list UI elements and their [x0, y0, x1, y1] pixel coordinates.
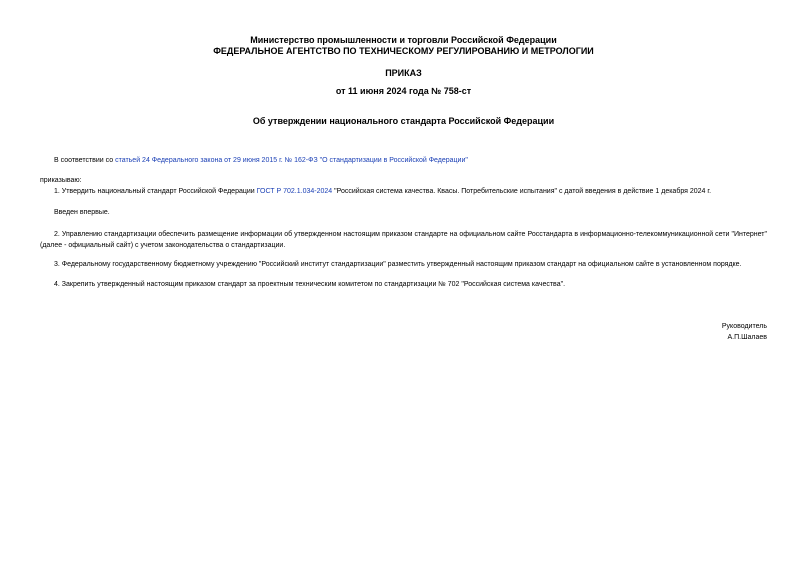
item-1-prefix: 1. Утвердить национальный стандарт Российской Федерации	[54, 188, 257, 195]
signature-title: Руководитель	[721, 323, 767, 330]
item-4: 4. Закрепить утвержденный настоящим приказом стандарт за проектным техническим комитетом по стандартизации № 702 "Российская система качества".	[54, 281, 566, 288]
introduced-note: Введен впервые.	[54, 209, 110, 216]
law-link[interactable]: статьей 24 Федерального закона от 29 июня 2015 г. № 162-ФЗ "О стандартизации в Российской Федерации"	[115, 157, 468, 164]
item-2: 2. Управлению стандартизации обеспечить размещение информации об утвержденном настоящим приказом стандарте на официальном сайте Росстандарта в информационно-телекоммуникационной сети "Интернет" (далее - официальный сайт) с учетом законодательства о стандартизации.	[40, 231, 767, 249]
intro-paragraph	[54, 156, 468, 166]
item-1-suffix: "Российская система качества. Квасы. Потребительские испытания" с датой введения в действие 1 декабря 2024 г.	[332, 188, 712, 195]
signature-name: А.П.Шалаев	[727, 334, 767, 341]
item-3: 3. Федеральному государственному бюджетному учреждению "Российский институт стандартизации" разместить утвержденный настоящим приказом стандарт на официальном сайте в установленном порядке.	[54, 261, 742, 268]
doc-date-number: от 11 июня 2024 года № 758-ст	[335, 86, 472, 96]
order-word: приказываю:	[40, 177, 82, 184]
doc-subject: Об утверждении национального стандарта Российской Федерации	[252, 116, 555, 126]
ministry-title: Министерство промышленности и торговли Российской Федерации	[250, 35, 557, 45]
intro-prefix: В соответствии со	[54, 157, 116, 164]
agency-title: ФЕДЕРАЛЬНОЕ АГЕНТСТВО ПО ТЕХНИЧЕСКОМУ РЕГУЛИРОВАНИЮ И МЕТРОЛОГИИ	[213, 46, 594, 56]
gost-link[interactable]: ГОСТ Р 702.1.034-2024	[256, 188, 333, 195]
doc-type: ПРИКАЗ	[385, 68, 422, 78]
item-1	[54, 187, 711, 197]
